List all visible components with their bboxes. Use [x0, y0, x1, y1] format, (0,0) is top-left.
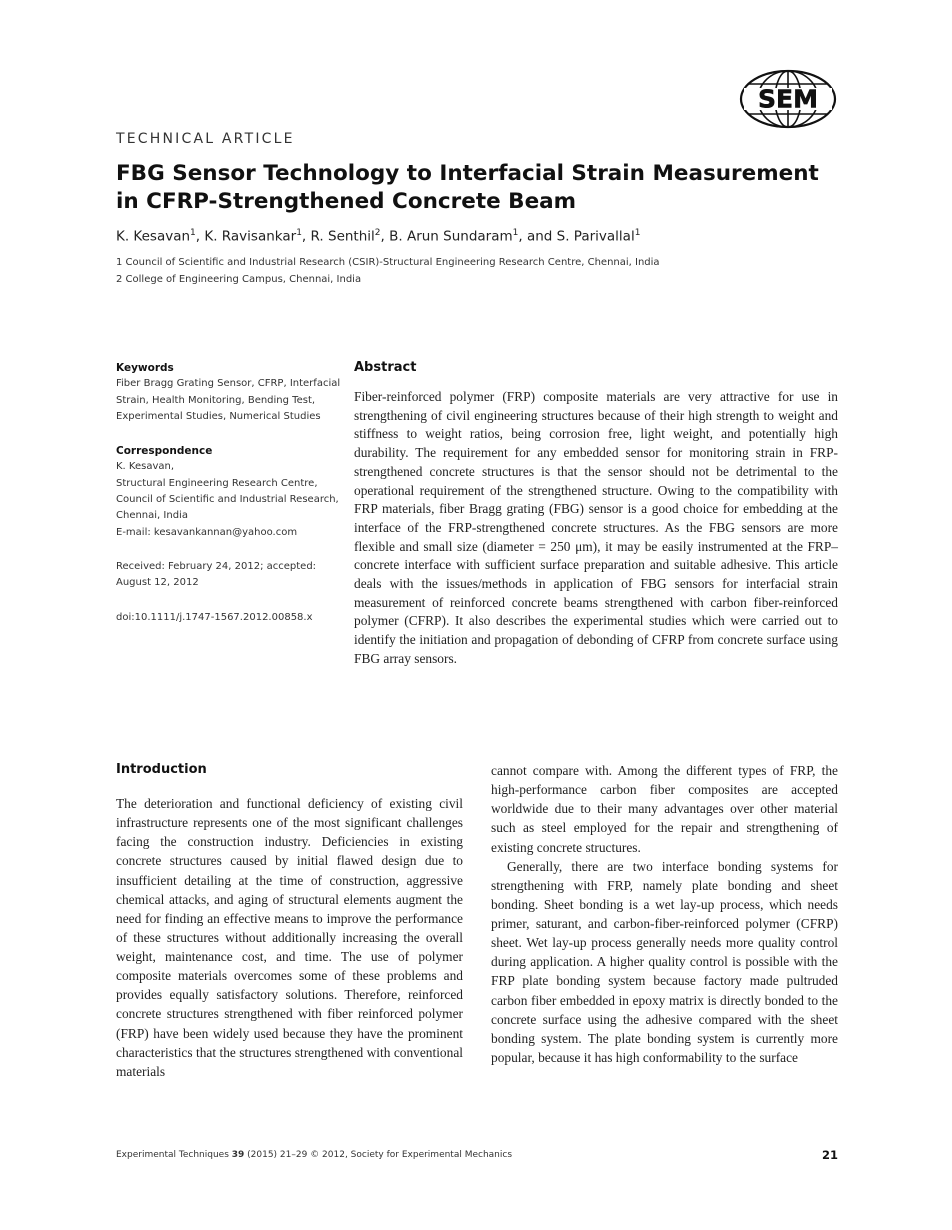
received-dates-block: [116, 559, 346, 592]
correspondence-line: Chennai, India: [116, 510, 188, 522]
author-affiliation-marker: 1: [512, 228, 519, 238]
article-metadata-sidebar: [116, 360, 346, 626]
sem-globe-icon: [738, 69, 838, 129]
author-affiliation-marker: 2: [374, 228, 381, 238]
author-name: K. Kesavan: [116, 228, 191, 245]
received-line: August 12, 2012: [116, 577, 199, 589]
journal-citation-footer: [116, 1150, 512, 1160]
abstract-body: Fiber-reinforced polymer (FRP) composite materials are very attractive for use in strengthening of civil engineering structures because of their high strength to weight and stiffness to weight ratios, being corrosion free, light weight, and potentially high durability. The requirement for any embedded sensor for monitoring strain in FRP-strengthened concrete structures is that the sensor should not be detrimental to the operational requirement of the strengthened structure. Owing to the compatibility with FRP materials, fiber Bragg grating (FBG) sensor is a good choice for embedding at the interface of the FRP-strengthened concrete structures. As the FBG sensors are more flexible and small size (diameter = 250 μm), it may be easily instrumented at the FRP–concrete interface with sufficient surface preparation and suitable adhesive. This article deals with the issues/methods in application of FBG sensors for interfacial strain measurement of reinforced concrete beams strengthened with carbon fiber-reinforced polymer (CFRP). It also describes the experimental studies which were carried out to identify the initiation and propagation of debonding of CFRP from concrete surface using FBG array sensors.: [354, 389, 838, 666]
article-title: [116, 160, 836, 216]
author-affiliation-marker: 1: [190, 228, 196, 238]
affiliations: [116, 254, 660, 288]
introduction-left-column: The deterioration and functional deficiency of existing civil infrastructure represents one of the most significant challenges facing the construction industry. Deficiencies in existing concrete structures caused by initial flawed design due to insufficient detailing at the time of construction, aggressive chemical attacks, and aging of structural elements augment the need for finding an effective means to improve the performance of these structures without additionally increasing the overall weight, maintenance cost, and time. The use of polymer composite materials overcomes some of these problems and provides equally satisfactory solutions. Therefore, reinforced concrete structures strengthened with fiber reinforced polymer (FRP) have been widely used because they have the prominent characteristics that the structures strengthened with conventional materials: [116, 796, 463, 1079]
keywords-heading: Keywords: [116, 362, 174, 374]
abstract-heading: Abstract: [354, 360, 417, 375]
title-line-2: in CFRP-Strengthened Concrete Beam: [116, 189, 577, 214]
correspondence-email[interactable]: E-mail: kesavankannan@yahoo.com: [116, 526, 298, 538]
author-list: K. Kesavan$^1$, K. Ravisankar$^1$, R. Senthil$^2$, B. Arun Sundaram$^1$, and S. Parivallal$^1$: [116, 228, 641, 245]
author-name: R. Senthil: [310, 228, 375, 245]
title-line-1: FBG Sensor Technology to Interfacial Strain Measurement: [116, 161, 819, 186]
introduction-paragraph: Generally, there are two interface bonding systems for strengthening with FRP, namely plate bonding and sheet bonding. Sheet bonding is a wet lay-up process, which needs primer, saturant, and carbon-fiber-reinforced polymer (CFRP) sheet. Wet lay-up process generally needs more quality control during application. A higher quality control is possible with the FRP plate bonding system because factory made pultruded carbon fiber embedded in epoxy matrix is directly bonded to the concrete surface using the adhesive compared with the sheet bonding system. The plate bonding system is currently more popular, because it has high conformability to the surface: [491, 858, 838, 1065]
affiliation-1: 1 Council of Scientific and Industrial Research (CSIR)-Structural Engineering Research Centre, Chennai, India: [116, 257, 660, 268]
keywords-block: [116, 360, 346, 425]
keywords-line: Experimental Studies, Numerical Studies: [116, 410, 321, 422]
author-affiliation-marker: 1: [634, 228, 641, 238]
introduction-heading: Introduction: [116, 762, 207, 777]
keywords-line: Strain, Health Monitoring, Bending Test,: [116, 394, 316, 406]
footer-volume: 39: [231, 1150, 245, 1160]
doi-link[interactable]: doi:10.1111/j.1747-1567.2012.00858.x: [116, 611, 313, 623]
article-type-label: TECHNICAL ARTICLE: [116, 131, 295, 147]
affiliation-2: 2 College of Engineering Campus, Chennai, India: [116, 274, 362, 285]
author-name: S. Parivallal: [556, 228, 635, 245]
introduction-paragraph: cannot compare with. Among the different types of FRP, the high-performance carbon fiber composites are accepted worldwide due to their many advantages over other material such as steel employed for the repair and strengthening of existing concrete structures.: [491, 763, 838, 855]
correspondence-line: K. Kesavan,: [116, 461, 175, 473]
author-affiliation-marker: 1: [296, 228, 302, 238]
received-line: Received: February 24, 2012; accepted:: [116, 560, 317, 572]
sem-logo: [738, 69, 838, 129]
correspondence-block: [116, 443, 346, 541]
correspondence-line: Council of Scientific and Industrial Research,: [116, 494, 339, 506]
author-name: B. Arun Sundaram: [389, 228, 513, 245]
logo-text: SEM: [758, 84, 818, 114]
keywords-line: Fiber Bragg Grating Sensor, CFRP, Interfacial: [116, 378, 341, 390]
author-name: K. Ravisankar: [204, 228, 297, 245]
correspondence-line: Structural Engineering Research Centre,: [116, 477, 318, 489]
introduction-right-column: [491, 761, 838, 1067]
footer-journal: Experimental Techniques: [116, 1150, 232, 1160]
page-number: 21: [821, 1148, 838, 1162]
footer-rest: (2015) 21–29 © 2012, Society for Experimental Mechanics: [244, 1150, 513, 1160]
correspondence-heading: Correspondence: [116, 445, 213, 458]
